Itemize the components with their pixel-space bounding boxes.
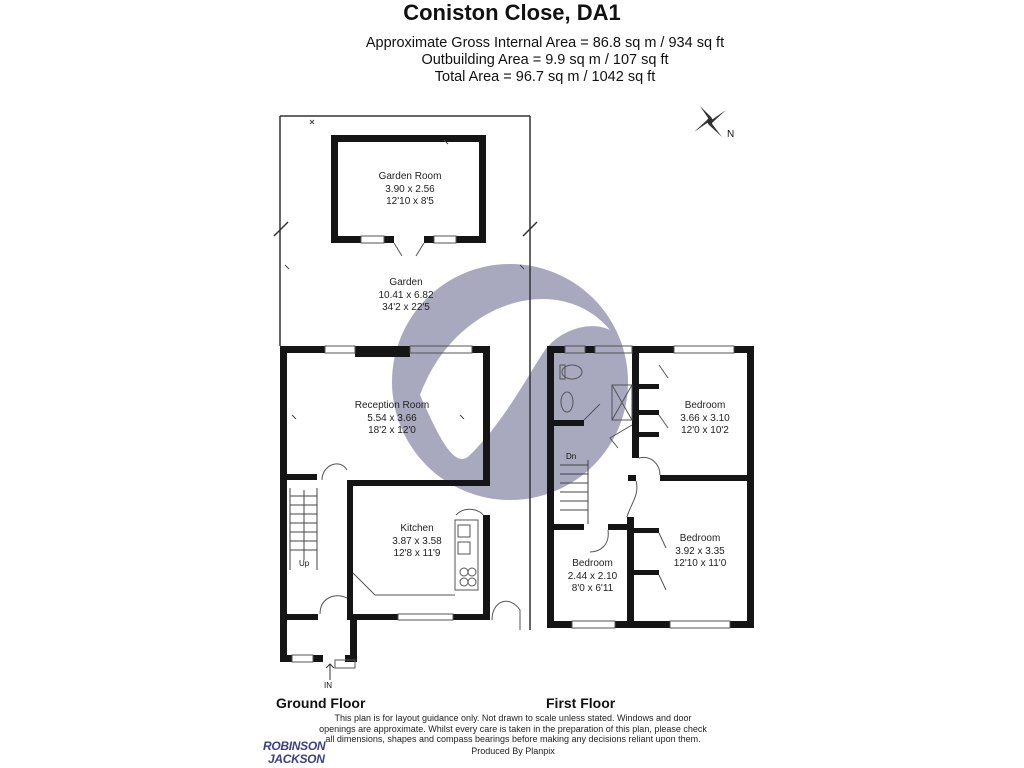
logo-line-2: JACKSON (268, 752, 325, 766)
room-imperial: 12'8 x 11'9 (393, 548, 441, 559)
brand-logo (263, 740, 325, 766)
room-reception (336, 400, 448, 438)
produced-by: Produced By Planpix (471, 746, 555, 756)
room-garden (356, 277, 456, 315)
compass-icon (694, 106, 726, 137)
logo-line-1: ROBINSON (263, 739, 326, 753)
gross-internal-area: Approximate Gross Internal Area = 86.8 sq m / 934 sq ft (365, 35, 725, 51)
room-metric: 3.66 x 3.10 (680, 412, 730, 424)
entrance-arrow-icon (326, 664, 334, 680)
compass-north-label: N (727, 129, 735, 140)
outbuilding-area: Outbuilding Area = 9.9 sq m / 107 sq ft (421, 52, 669, 68)
room-metric: 3.90 x 2.56 (385, 183, 435, 195)
ground-floor-label: Ground Floor (276, 695, 366, 711)
room-metric: 3.92 x 3.35 (675, 545, 725, 557)
plan-title: Coniston Close, DA1 (403, 0, 621, 25)
entrance-label: IN (324, 681, 332, 690)
room-name: Kitchen (400, 523, 434, 534)
disclaimer-text: This plan is for layout guidance only. Not drawn to scale unless stated. Windows and door openings are approximate. Whilst every care is taken in the preparation of this plan, please check all dimensions, shapes and compass bearings before making any decisions reliant upon them. (319, 713, 707, 744)
stairs-up-label: Up (299, 559, 310, 568)
room-imperial: 18'2 x 12'0 (368, 425, 416, 436)
room-garden-room (360, 171, 460, 209)
room-metric: 3.87 x 3.58 (392, 535, 442, 547)
room-imperial: 12'10 x 8'5 (386, 196, 434, 207)
room-imperial: 12'10 x 11'0 (673, 558, 727, 569)
room-name: Bedroom (572, 558, 613, 569)
room-kitchen (367, 523, 467, 561)
room-imperial: 34'2 x 22'5 (382, 302, 430, 313)
room-name: Bedroom (684, 400, 726, 411)
first-floor-label: First Floor (546, 695, 616, 711)
room-metric: 2.44 x 2.10 (567, 570, 618, 582)
room-bedroom-3 (555, 558, 630, 596)
ground-stairs (290, 488, 317, 570)
room-name: Garden Room (378, 171, 442, 182)
stairs-down-label: Dn (566, 452, 577, 461)
room-name: Reception Room (354, 400, 430, 411)
room-imperial: 8'0 x 6'11 (571, 583, 614, 594)
room-name: Bedroom (679, 533, 721, 544)
room-bedroom-2 (655, 533, 745, 571)
room-bedroom-1 (660, 400, 750, 438)
total-area: Total Area = 96.7 sq m / 1042 sq ft (434, 69, 656, 85)
room-imperial: 12'0 x 10'2 (681, 425, 729, 436)
room-metric: 5.54 x 3.66 (367, 412, 417, 424)
room-name: Garden (389, 277, 423, 288)
room-metric: 10.41 x 6.82 (378, 289, 434, 301)
